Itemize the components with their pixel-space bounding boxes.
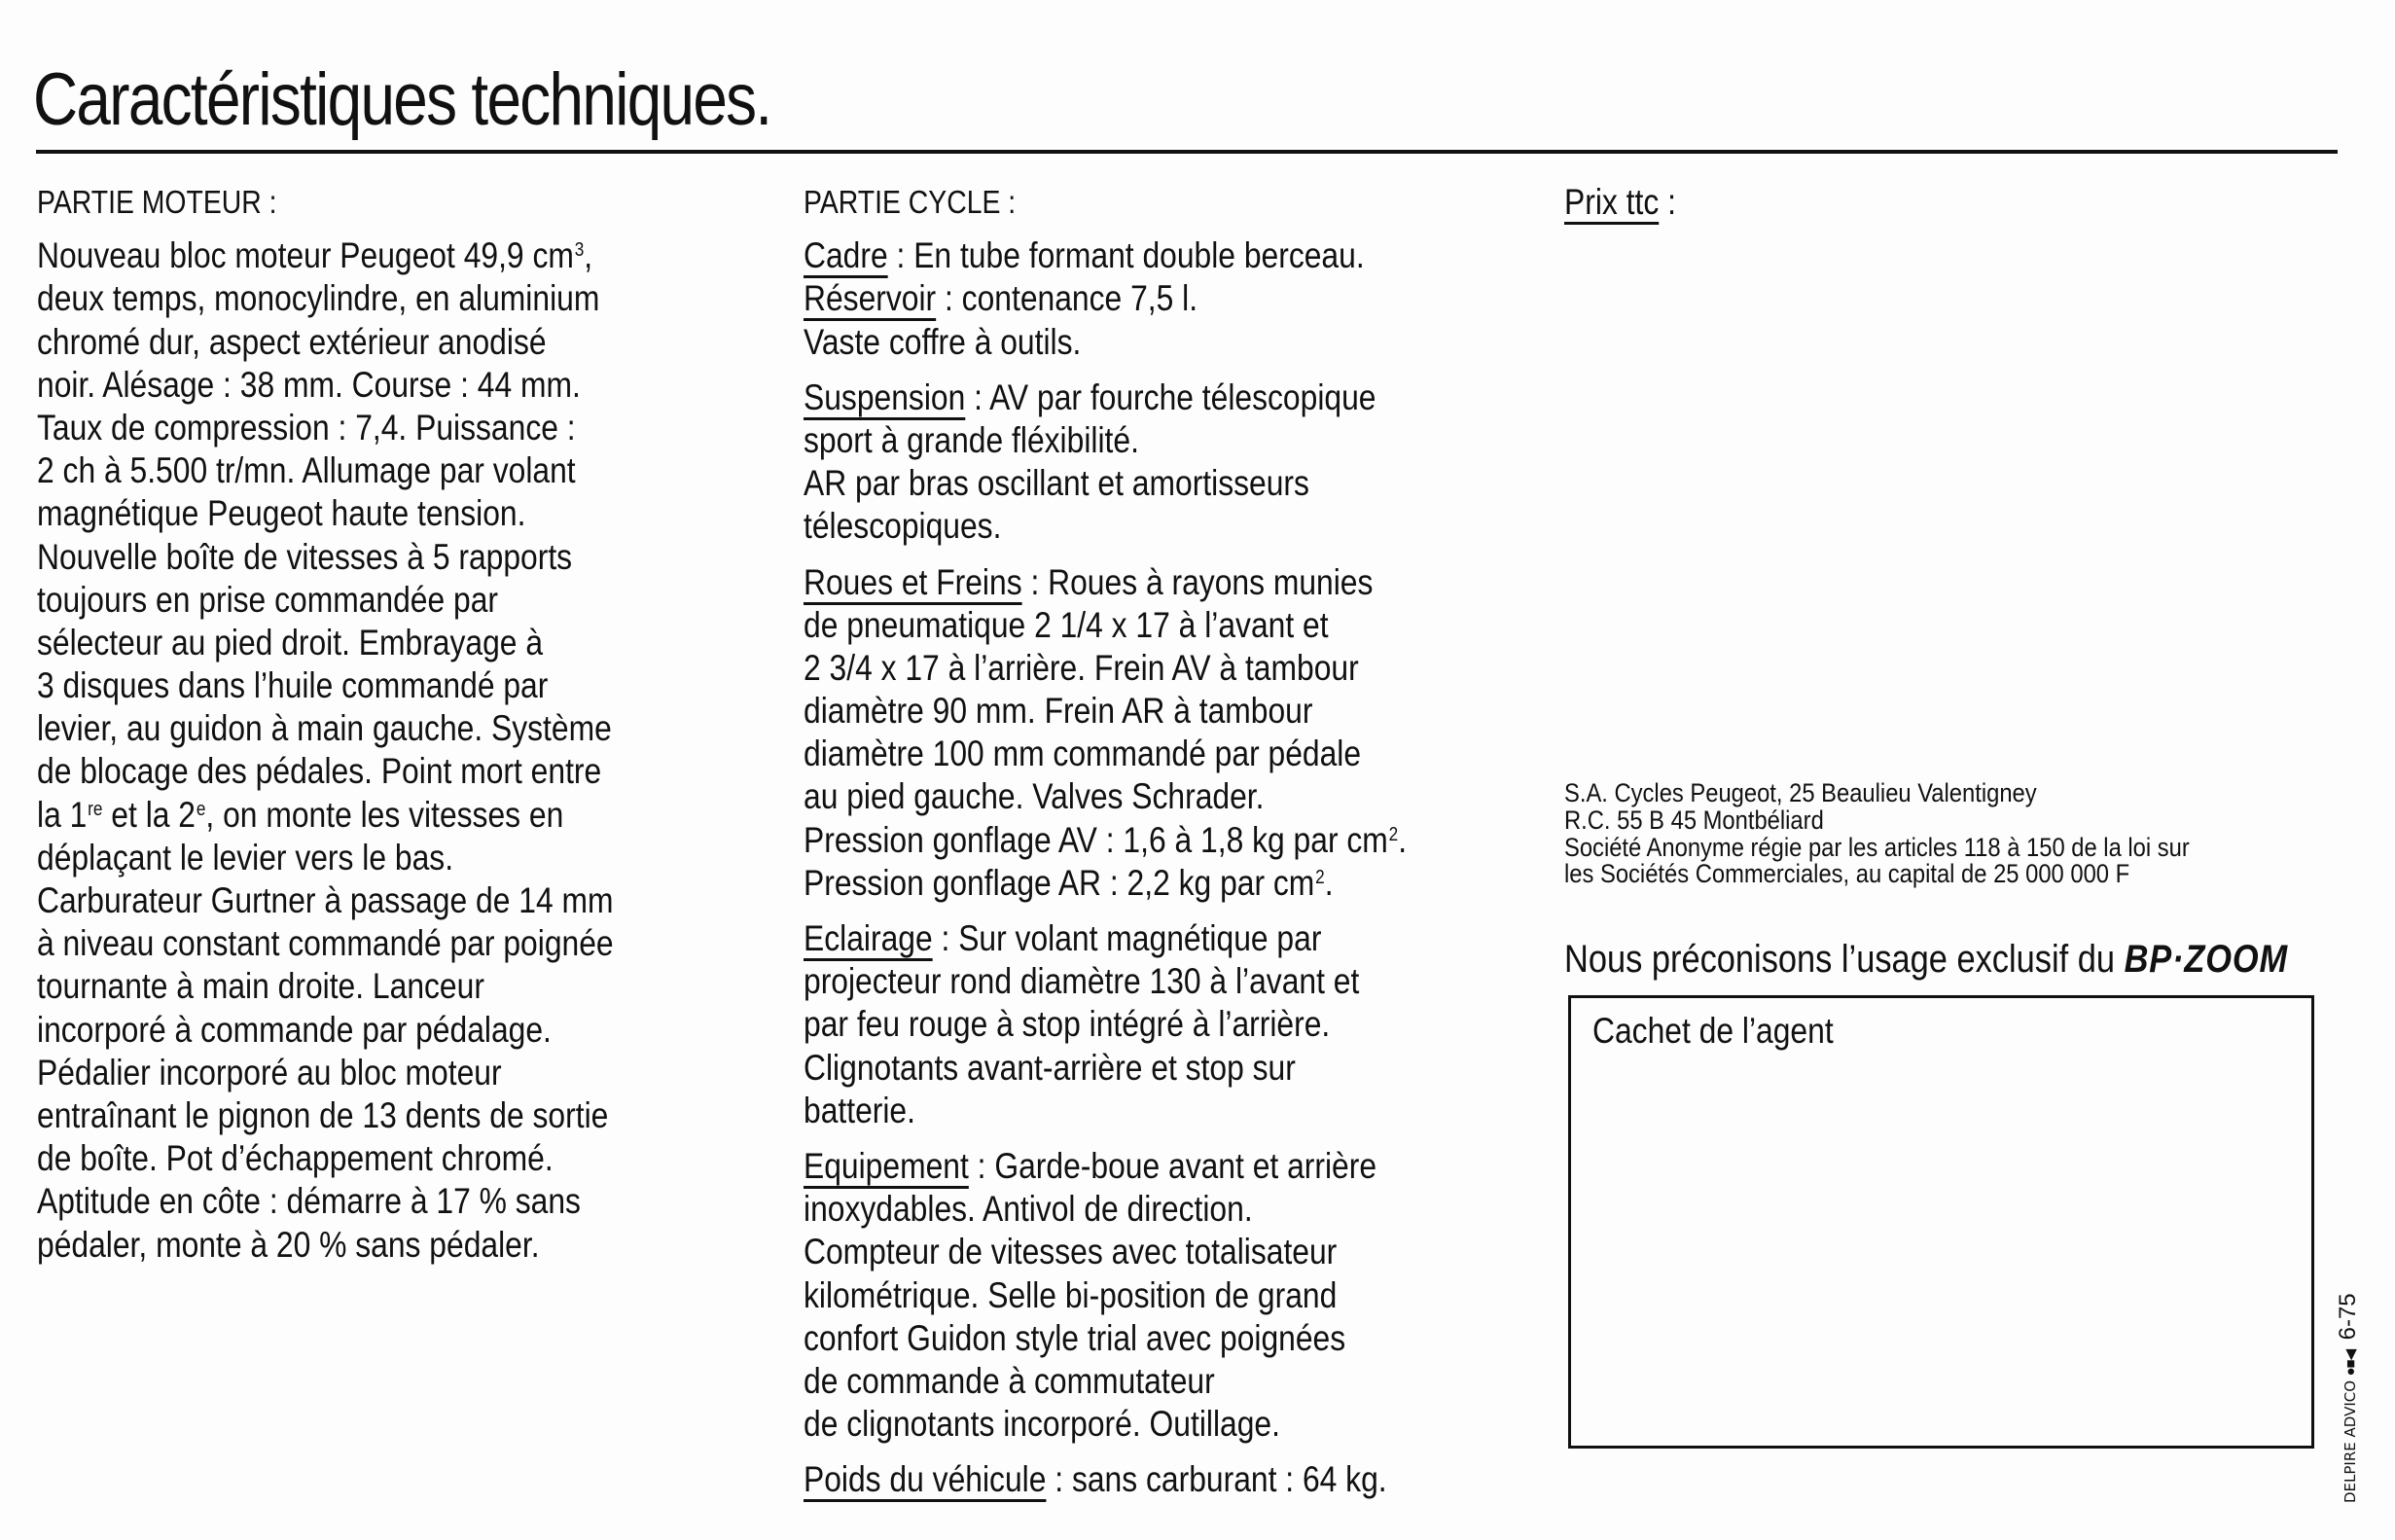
superscript: re [88,798,103,820]
company-info [1564,780,2190,888]
engine-line: 2 ch à 5.500 tr/mn. Allumage par volant [37,450,576,491]
engine-line: tournante à main droite. Lanceur [37,966,484,1007]
recommendation-text: Nous préconisons l’usage exclusif du [1564,938,2125,981]
spec-line [804,733,1407,775]
superscript: 3 [574,239,585,262]
header-rule [36,150,2338,154]
spec-line [804,1317,1407,1360]
engine-line [37,794,614,837]
spec-line [804,234,1407,277]
engine-line: toujours en prise commandée par [37,579,499,620]
spec-line [804,462,1407,505]
engine-line: noir. Alésage : 38 mm. Course : 44 mm. [37,364,581,405]
spec-line [804,960,1407,1003]
text-segment: . [1398,819,1408,860]
spec-text: : En tube formant double berceau. [887,235,1365,276]
spec-line [804,647,1407,690]
agent-stamp-label: Cachet de l’agent [1592,1011,1834,1051]
spec-block [804,1458,1407,1501]
spec-text: AR par bras oscillant et amortisseurs [804,463,1309,504]
engine-line: Taux de compression : 7,4. Puissance : [37,407,576,448]
spec-text: 2 3/4 x 17 à l’arrière. Frein AV à tambour [804,647,1359,688]
spec-text: : Sur volant magnétique par [932,918,1322,958]
engine-text [37,234,614,1267]
brand-logo: BP·ZOOM [2124,938,2289,981]
print-credit [2335,1293,2362,1503]
spec-label: Eclairage [804,918,933,958]
spec-line [804,1458,1407,1501]
spec-text: kilométrique. Selle bi-position de grand [804,1274,1338,1315]
spec-block [804,1145,1407,1446]
engine-line: pédaler, monte à 20 % sans pédaler. [37,1224,540,1265]
spec-text: par feu rouge à stop intégré à l’arrière. [804,1004,1331,1045]
fuel-recommendation [1564,936,2288,983]
spec-text: inoxydables. Antivol de direction. [804,1189,1253,1230]
spec-line [804,1047,1407,1090]
spec-line [804,819,1407,862]
engine-section [37,181,614,1267]
spec-block [804,234,1407,364]
spec-text: télescopiques. [804,506,1002,547]
spec-text: Vaste coffre à outils. [804,321,1082,362]
spec-text: : Roues à rayons munies [1021,561,1374,602]
engine-line: levier, au guidon à main gauche. Système [37,708,612,749]
price-label: Prix ttc [1564,182,1660,222]
spec-text: : Garde-boue avant et arrière [968,1145,1377,1186]
spec-text: sport à grande fléxibilité. [804,419,1139,460]
spec-text: : sans carburant : 64 kg. [1046,1459,1387,1500]
engine-line: Nouvelle boîte de vitesses à 5 rapports [37,536,573,577]
spec-text: de clignotants incorporé. Outillage. [804,1404,1280,1445]
spec-line [804,505,1407,548]
text-segment: la 1 [37,794,88,835]
engine-line: chromé dur, aspect extérieur anodisé [37,321,547,362]
spec-label: Cadre [804,235,888,276]
spec-line [804,604,1407,647]
spec-block [804,376,1407,549]
spec-text: de pneumatique 2 1/4 x 17 à l’avant et [804,604,1329,645]
spec-text: : contenance 7,5 l. [936,278,1198,319]
spec-text: Clignotants avant-arrière et stop sur [804,1047,1296,1088]
company-line: R.C. 55 B 45 Montbéliard [1564,805,1824,835]
superscript: e [196,798,206,820]
spec-line [804,419,1407,462]
engine-line: à niveau constant commandé par poignée [37,923,614,964]
spec-line [804,321,1407,364]
spec-line [804,775,1407,818]
engine-line: Pédalier incorporé au bloc moteur [37,1052,502,1092]
text-segment: , on monte les vitesses en [205,794,564,835]
text-segment: et la 2 [102,794,196,835]
text-segment: . [1324,862,1334,903]
price-field [1564,181,1676,224]
spec-text: Pression gonflage AR : 2,2 kg par cm [804,862,1315,903]
spec-line [804,561,1407,604]
spec-line [804,277,1407,320]
engine-line: de boîte. Pot d’échappement chromé. [37,1138,554,1179]
engine-line: Aptitude en côte : démarre à 17 % sans [37,1181,581,1222]
engine-line: Carburateur Gurtner à passage de 14 mm [37,880,614,920]
text-segment: , [584,235,593,276]
spec-line [804,1145,1407,1188]
cycle-section [804,181,1407,1514]
spec-text: projecteur rond diamètre 130 à l’avant et [804,961,1360,1002]
engine-heading: PARTIE MOTEUR : [37,184,277,220]
engine-line: 3 disques dans l’huile commandé par [37,665,549,706]
spec-text: Compteur de vitesses avec totalisateur [804,1232,1338,1272]
superscript: 2 [1315,866,1325,888]
spec-block [804,561,1407,906]
agency-logo-icon: ●■◀ [2342,1349,2359,1377]
engine-line: incorporé à commande par pédalage. [37,1009,552,1050]
spec-label: Réservoir [804,278,937,319]
engine-line: de blocage des pédales. Point mort entre [37,751,602,792]
cycle-heading: PARTIE CYCLE : [804,184,1017,220]
spec-block [804,917,1407,1132]
engine-line: déplaçant le levier vers le bas. [37,837,454,877]
company-line: S.A. Cycles Peugeot, 25 Beaulieu Valentigney [1564,778,2037,807]
spec-label: Roues et Freins [804,561,1022,602]
spec-line [804,1403,1407,1446]
spec-line [804,1274,1407,1317]
engine-line: entraînant le pignon de 13 dents de sortie [37,1094,609,1135]
engine-line: magnétique Peugeot haute tension. [37,493,526,534]
spec-text: diamètre 90 mm. Frein AR à tambour [804,691,1313,732]
engine-line [37,234,614,277]
page-title: Caractéristiques techniques. [33,58,771,141]
spec-text: confort Guidon style trial avec poignées [804,1317,1346,1358]
spec-text: diamètre 100 mm commandé par pédale [804,734,1362,774]
spec-text: de commande à commutateur [804,1360,1215,1401]
spec-label: Suspension [804,376,966,417]
spec-line [804,690,1407,733]
spec-line [804,1003,1407,1046]
superscript: 2 [1388,823,1399,845]
cycle-text [804,234,1407,1501]
spec-label: Poids du véhicule [804,1459,1047,1500]
engine-line: deux temps, monocylindre, en aluminium [37,278,600,319]
agency-name: DELPIRE ADVICO [2341,1379,2359,1503]
spec-line [804,1090,1407,1132]
spec-line [804,1188,1407,1231]
spec-line [804,862,1407,905]
spec-text: au pied gauche. Valves Schrader. [804,776,1265,817]
text-segment: Nouveau bloc moteur Peugeot 49,9 cm [37,235,574,276]
spec-text: : AV par fourche télescopique [965,376,1376,417]
spec-line [804,376,1407,419]
company-line: les Sociétés Commerciales, au capital de 25 000 000 F [1564,859,2130,889]
spec-line [804,1231,1407,1273]
spec-line [804,1360,1407,1403]
agent-stamp-box [1568,995,2314,1449]
print-date: 6-75 [2335,1293,2361,1341]
spec-text: batterie. [804,1090,915,1130]
spec-line [804,917,1407,960]
price-colon: : [1659,182,1676,222]
engine-line: sélecteur au pied droit. Embrayage à [37,622,544,663]
spec-text: Pression gonflage AV : 1,6 à 1,8 kg par cm [804,819,1388,860]
company-line: Société Anonyme régie par les articles 118 à 150 de la loi sur [1564,832,2190,862]
spec-label: Equipement [804,1145,969,1186]
